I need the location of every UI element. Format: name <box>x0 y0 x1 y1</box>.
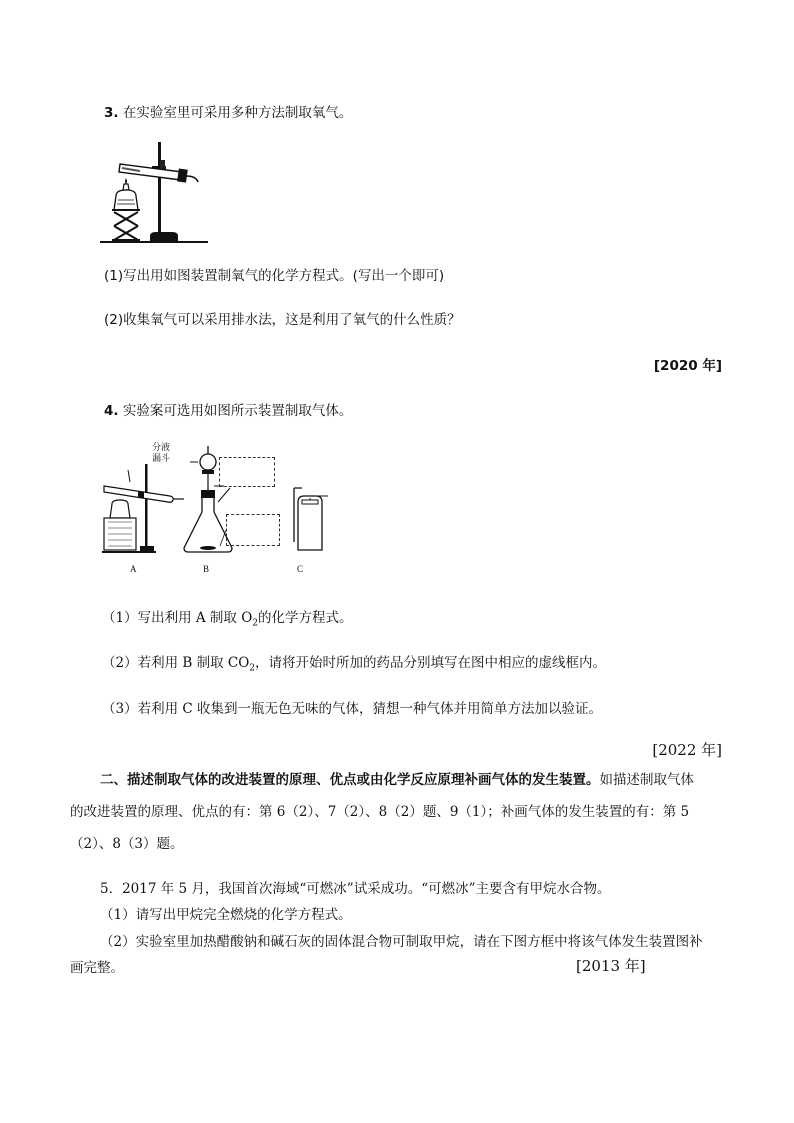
q4-part1 <box>102 608 353 634</box>
funnel-label-line2: 漏斗 <box>152 453 171 463</box>
q4-part2-sub: 2 <box>249 663 256 674</box>
q3-stem-text: 在实验室里可采用多种方法制取氧气。 <box>122 105 353 121</box>
b-flask-answer-box[interactable] <box>226 514 280 546</box>
q5-year: [2013 年] <box>576 957 646 975</box>
q4-part3: （3）若利用 C 收集到一瓶无色无味的气体，猜想一种气体并用简单方法加以验证。 <box>102 701 602 717</box>
q4-year: [2022 年] <box>652 741 722 759</box>
label-b: B <box>203 564 210 574</box>
delivery-tube <box>186 176 198 182</box>
q4-stem-text: 实验案可选用如图所示装置制取气体。 <box>122 403 353 419</box>
q4-part1-suffix: 的化学方程式。 <box>258 610 353 626</box>
q3-number: 3. <box>104 105 119 121</box>
q4-part1-prefix: （1）写出利用 A 制取 O <box>102 610 253 626</box>
label-a: A <box>130 564 137 574</box>
q4-apparatus-drawing <box>98 438 338 556</box>
q3-year: [2020 年] <box>653 358 722 374</box>
q5-part1: （1）请写出甲烷完全燃烧的化学方程式。 <box>100 907 352 923</box>
q3-part2: (2)收集氧气可以采用排水法，这是利用了氧气的什么性质？ <box>104 312 461 328</box>
q5-part2-line2: 画完整。 <box>70 960 124 976</box>
stand-base <box>150 232 178 242</box>
q3-part1: (1)写出用如图装置制氧气的化学方程式。(写出一个即可) <box>104 268 445 284</box>
section2-text-line3: （2）、8（3）题。 <box>70 836 184 852</box>
stand-rod <box>158 142 161 232</box>
q4-stem <box>104 401 352 421</box>
section2-text-line2: 的改进装置的原理、优点的有：第 6（2）、7（2）、8（2）题、9（1）；补画气体的发生装置的有：第 5 <box>70 804 690 820</box>
q3-stem <box>104 103 352 123</box>
b-funnel-answer-box[interactable] <box>219 457 275 487</box>
q4-number: 4. <box>104 403 119 419</box>
section2-text-line1: 如描述制取气体 <box>599 772 694 788</box>
alcohol-lamp <box>114 178 138 210</box>
section2-heading: 二、描述制取气体的改进装置的原理、优点或由化学反应原理补画气体的发生装置。 <box>100 772 600 788</box>
apparatus-a <box>102 464 184 552</box>
q4-part2 <box>102 653 606 679</box>
q5-part2-line1: （2）实验室里加热醋酸钠和碱石灰的固体混合物可制取甲烷，请在下图方框中将该气体发生装置图补 <box>100 934 703 950</box>
section2-line1 <box>100 770 694 790</box>
scissor-lift <box>112 210 140 240</box>
funnel-label <box>152 442 170 464</box>
q4-apparatus-figure <box>98 438 338 580</box>
label-c: C <box>297 564 304 574</box>
apparatus-c <box>294 488 328 550</box>
q4-part2-prefix: （2）若利用 B 制取 CO <box>102 655 250 671</box>
q5-stem: 5．2017 年 5 月，我国首次海域“可燃冰”试采成功。“可燃冰”主要含有甲烷水合物。 <box>100 881 611 897</box>
q4-part2-suffix: ，请将开始时所加的药品分别填写在图中相应的虚线框内。 <box>255 655 607 671</box>
q3-oxygen-apparatus-figure <box>98 138 210 246</box>
q4-part1-sub: 2 <box>252 618 259 629</box>
funnel-label-line1: 分液 <box>152 442 171 452</box>
